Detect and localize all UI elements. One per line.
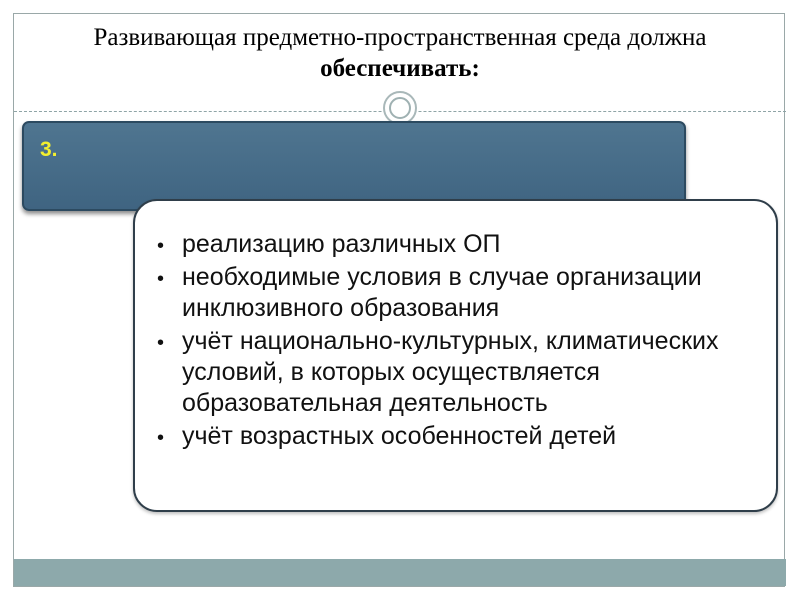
bullet-list [157,229,756,454]
list-item-text: реализацию различных ОП [182,230,501,258]
list-item [157,326,756,419]
list-item-text: учёт национально-культурных, климатических условий, в которых осуществляется образовательная деятельность [182,327,719,417]
slide-title [14,22,786,84]
slide-title-line1: Развивающая предметно-пространственная среда должна [93,24,707,51]
list-item [157,421,756,452]
footer-bar [14,559,786,586]
bullet-icon [157,262,177,295]
slide-title-line2: обеспечивать: [320,55,480,82]
bullet-icon [157,421,177,454]
circle-ornament-icon [383,91,417,125]
content-box [133,199,778,512]
list-item [157,229,756,260]
bullet-icon [157,229,177,262]
list-item-text: необходимые условия в случае организации инклюзивного образования [182,263,702,322]
section-number: 3. [40,138,58,161]
list-item [157,262,756,324]
list-item-text: учёт возрастных особенностей детей [182,422,617,450]
bullet-icon [157,326,177,359]
section-header-box [22,121,686,211]
